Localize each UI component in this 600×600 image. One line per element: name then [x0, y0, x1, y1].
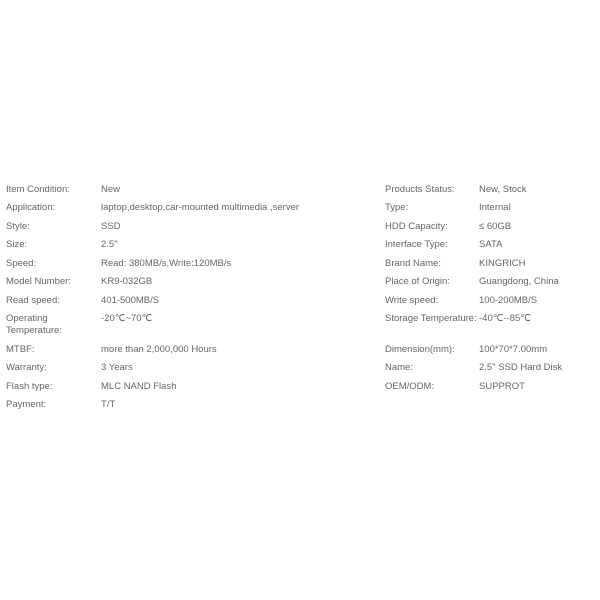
spec-value: more than 2,000,000 Hours	[101, 344, 217, 355]
spec-label: Write speed:	[385, 295, 439, 306]
spec-label: MTBF:	[6, 344, 35, 355]
spec-label: Name:	[385, 362, 413, 373]
spec-label: Warranty:	[6, 362, 47, 373]
spec-value: T/T	[101, 399, 116, 410]
spec-value: ≤ 60GB	[479, 221, 512, 232]
spec-value: laptop,desktop,car-mounted multimedia ,server	[101, 202, 300, 213]
spec-value: 100*70*7.00mm	[479, 344, 548, 355]
spec-value: SUPPROT	[479, 381, 525, 392]
spec-label: Speed:	[6, 258, 37, 269]
spec-row-operating-temperature	[6, 313, 346, 337]
spec-row-type	[385, 202, 595, 214]
spec-row-brand-name	[385, 258, 595, 270]
spec-value: KR9-032GB	[101, 276, 153, 287]
spec-value: SSD	[101, 221, 121, 232]
spec-row-write-speed	[385, 295, 595, 307]
spec-value: MLC NAND Flash	[101, 381, 177, 392]
spec-label: Model Number:	[6, 276, 71, 287]
spec-label: HDD Capacity:	[385, 221, 448, 232]
spec-value: Read: 380MB/s,Write:120MB/s	[101, 258, 232, 269]
spec-row-model-number	[6, 276, 346, 288]
spec-label: Payment:	[6, 399, 47, 410]
spec-label: Brand Name:	[385, 258, 441, 269]
spec-label: Operating Temperature:	[6, 313, 62, 336]
spec-label: Style:	[6, 221, 30, 232]
spec-value: Guangdong, China	[479, 276, 559, 287]
spec-label: Flash type:	[6, 381, 53, 392]
spec-label: Item Condition:	[6, 184, 70, 195]
spec-row-mtbf	[6, 344, 346, 356]
spec-row-size	[6, 239, 346, 251]
spec-row-oem-odm	[385, 381, 595, 393]
spec-label: Dimension(mm):	[385, 344, 455, 355]
spec-row-application	[6, 202, 346, 214]
spec-value: SATA	[479, 239, 503, 250]
spec-row-name	[385, 362, 595, 374]
spec-label: Size:	[6, 239, 28, 250]
spec-row-warranty	[6, 362, 346, 374]
spec-value: KINGRICH	[479, 258, 526, 269]
spec-row-payment	[6, 399, 346, 411]
spec-value: 3 Years	[101, 362, 133, 373]
spec-row-interface-type	[385, 239, 595, 251]
spec-label: Read speed:	[6, 295, 60, 306]
spec-row-flash-type	[6, 381, 346, 393]
spec-row-place-of-origin	[385, 276, 595, 288]
spec-label: OEM/ODM:	[385, 381, 435, 392]
spec-row-hdd-capacity	[385, 221, 595, 233]
spec-label: Products Status:	[385, 184, 455, 195]
spec-label: Place of Origin:	[385, 276, 450, 287]
spec-value: -20℃~70℃	[101, 313, 153, 324]
spec-value: 2.5"	[101, 239, 118, 250]
spec-row-speed	[6, 258, 346, 270]
spec-row-read-speed	[6, 295, 346, 307]
spec-row-products-status	[385, 184, 595, 196]
spec-label: Storage Temperature:	[385, 313, 477, 324]
spec-value: New	[101, 184, 121, 195]
spec-value: 100-200MB/S	[479, 295, 538, 306]
spec-value: Internal	[479, 202, 511, 213]
spec-row-style	[6, 221, 346, 233]
spec-value: -40℃--85℃	[479, 313, 531, 324]
spec-value: 401-500MB/S	[101, 295, 160, 306]
spec-row-dimension	[385, 344, 595, 356]
spec-label: Interface Type:	[385, 239, 448, 250]
spec-label: Application:	[6, 202, 56, 213]
spec-row-storage-temperature	[385, 313, 595, 325]
spec-row-item-condition	[6, 184, 346, 196]
spec-value: 2.5" SSD Hard Disk	[479, 362, 563, 373]
spec-value: New, Stock	[479, 184, 527, 195]
spec-label: Type:	[385, 202, 409, 213]
